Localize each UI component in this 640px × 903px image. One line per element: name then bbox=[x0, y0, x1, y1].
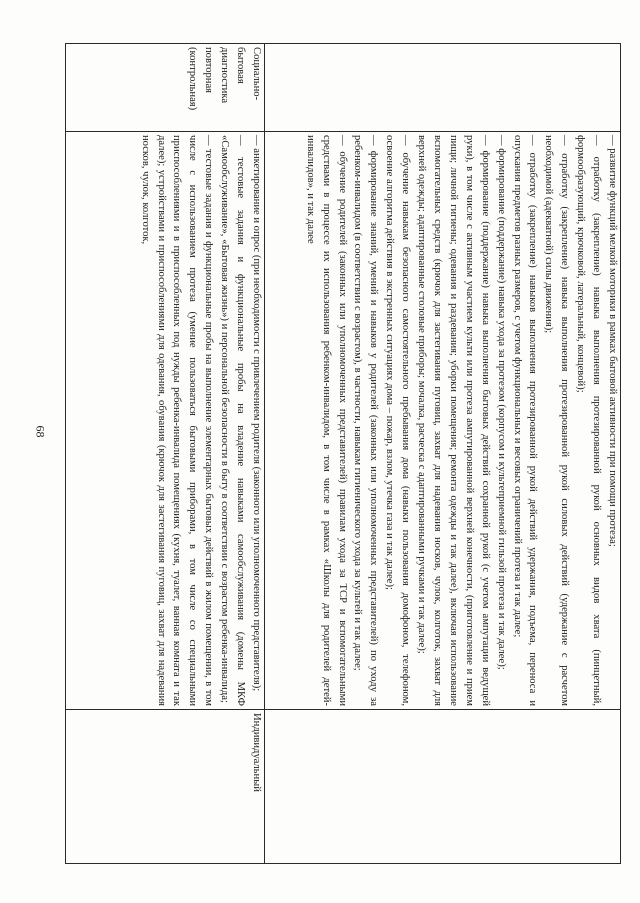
service-item: — формирование знаний, умений и навыков у родителей (законных или уполномоченных представителей) по уходу за ребенком-инвалидом (в соответствии с возрастом), в частности, навыкам гигиенического ухода за культей и так далее; bbox=[352, 135, 380, 706]
service-name-cell bbox=[66, 44, 265, 132]
service-form-cell bbox=[265, 710, 621, 864]
service-name-line: диагностика bbox=[219, 47, 231, 104]
table-row bbox=[66, 44, 265, 864]
service-form: Индивидуальный bbox=[251, 713, 262, 792]
service-content-cell bbox=[66, 132, 265, 710]
service-form-cell bbox=[66, 710, 265, 864]
service-item: — тестовые задания и функциональные пробы на владение навыками самообслуживания (домены МКФ «Самообслуживание», «Бытовая жизнь») и персональной безопасности в быту в соответствии с возрастом ребенка-инвалида; bbox=[219, 135, 247, 706]
service-item: — развитие функций мелкой моторики в рамках бытовой активности при помощи протеза; bbox=[607, 135, 618, 547]
service-name-line: (контрольная) bbox=[187, 47, 199, 111]
service-item: — формирование (поддержание) навыка выполнения бытовых действий сохранной рукой (с учетом ампутации ведущей руки), в том числе с активным участием культи или протеза ампутированной верхней конечности, (приготовление и прием пищи; личной гигиены; одевания и раздевания; уборки помещения; ремонта одежды и так далее), включая использование вспомогательных средств (крючок для застегивания пуговиц, захват для надевания носков, чулок, колготок, захват для верхней одежды; адаптированные столовые приборы; мочалка, расческа с адаптированными ручками и так далее); bbox=[416, 135, 491, 706]
service-item: — отработку (закрепление) навыка выполнения протезированной рукой силовых действий (удержание с расчетом необходимой (адекватной) силы движения); bbox=[543, 135, 571, 706]
service-item: — анкетирование и опрос (при необходимости с привлечением родителя (законного или уполномоченного представителя); bbox=[251, 135, 262, 692]
rotated-table-container bbox=[66, 43, 621, 863]
service-content-cell bbox=[265, 132, 621, 710]
page-number: 68 bbox=[33, 425, 48, 438]
service-item: — отработку (закрепление) навыка выполнения протезированной рукой основных видов хвата (пинцетный, формообразующий, крючковой, латеральный, концевой); bbox=[575, 135, 603, 706]
service-item: — отработку (закрепление) навыков выполнения протезированной рукой действий удержания, подъема, переноса и опускания предметов разных размеров, с учетом функциональных и весовых ограничений протеза и так далее; bbox=[511, 135, 539, 706]
table-row bbox=[265, 44, 621, 864]
services-table bbox=[65, 43, 621, 864]
service-item: — обучение родителей (законных или уполномоченных представителей) правилам ухода за ТСР и вспомогательными средствами в процессе их использования ребенком-инвалидом, в том числе в рамках «Школы для родителей детей-инвалидов», и так далее bbox=[304, 135, 348, 706]
service-name-line: Социально-бытовая bbox=[235, 47, 262, 101]
service-item: — обучение навыкам безопасного самостоятельного пребывания дома (навыки пользования домофоном, телефоном, освоение алгоритма действия в экстренных ситуациях дома – пожар, взлом, утечка газа и так далее); bbox=[384, 135, 412, 706]
service-name-line: повторная bbox=[203, 47, 215, 94]
service-name-cell bbox=[265, 44, 621, 132]
service-item: — формирование (поддержание) навыка ухода за протезом (корпусом и культеприемной гильзой протеза и так далее); bbox=[495, 135, 507, 670]
service-item: — тестовые задания и функциональные пробы на выполнение элементарных бытовых действий в жилом помещении, в том числе с использованием протеза (умение пользоваться бытовыми приборами, в том числе со специальными приспособлениями и в приспособленных под нужды ребенка-инвалида помещениях (кухня, туалет, ванная комната и так далее); устройствами и приспособлениями для одевания, обувания (крючок для застегивания пуговиц, захват для надевания носков, чулок, колготок, bbox=[139, 135, 215, 706]
